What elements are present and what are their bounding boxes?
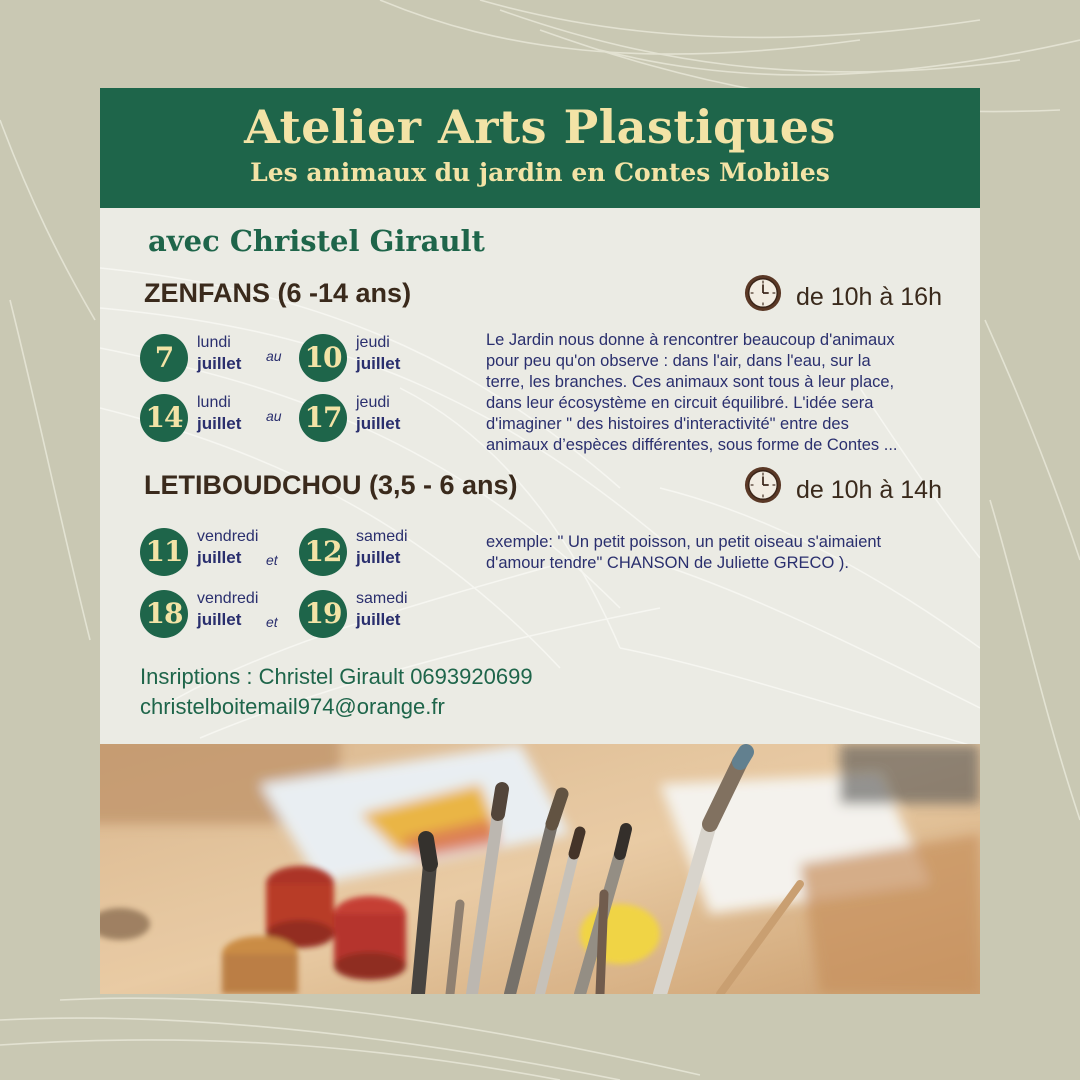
date-number: 11 [140, 528, 188, 576]
page-subtitle: Les animaux du jardin en Contes Mobiles [250, 158, 830, 187]
date-range-conjunction: et [266, 614, 278, 630]
description-line: animaux d’espèces différentes, sous forme de Contes ... [486, 436, 898, 454]
description-line: terre, les branches. Ces animaux sont tous à leur place, [486, 373, 895, 391]
zenfans-description [486, 330, 898, 456]
date-weekday: vendredi [197, 528, 259, 545]
registration-contact: Insriptions : Christel Girault 0693920699 [140, 664, 533, 689]
zenfans-time: de 10h à 16h [796, 283, 942, 311]
date-number: 14 [140, 394, 188, 442]
date-number: 17 [299, 394, 347, 442]
zenfans-title: ZENFANS (6 -14 ans) [144, 278, 412, 308]
date-number: 7 [140, 334, 188, 382]
description-line: dans leur écosystème en circuit équilibré. L'idée sera [486, 394, 874, 412]
date-month: juillet [197, 414, 242, 433]
date-weekday: lundi [197, 394, 231, 411]
date-weekday: jeudi [356, 334, 390, 351]
date-month: juillet [356, 354, 401, 373]
date-month: juillet [356, 548, 401, 567]
date-weekday: samedi [356, 528, 408, 545]
date-range-conjunction: au [266, 408, 282, 424]
letiboudchou-time: de 10h à 14h [796, 476, 942, 504]
date-month: juillet [197, 610, 242, 629]
date-month: juillet [356, 414, 401, 433]
date-number: 10 [299, 334, 347, 382]
contact-email[interactable]: christelboitemail974@orange.fr [140, 694, 445, 719]
date-weekday: lundi [197, 334, 231, 351]
date-number: 12 [299, 528, 347, 576]
description-line: exemple: " Un petit poisson, un petit oiseau s'aimaient [486, 533, 882, 551]
date-month: juillet [356, 610, 401, 629]
date-weekday: samedi [356, 590, 408, 607]
date-number: 18 [140, 590, 188, 638]
page-title: Atelier Arts Plastiques [244, 100, 836, 154]
clock-icon [744, 466, 782, 504]
letiboudchou-description [486, 532, 881, 574]
date-range-conjunction: au [266, 348, 282, 364]
flyer-card [100, 88, 980, 994]
description-line: Le Jardin nous donne à rencontrer beaucoup d'animaux [486, 331, 895, 349]
date-range-conjunction: et [266, 552, 278, 568]
description-line: d'amour tendre" CHANSON de Juliette GRECO ). [486, 554, 849, 572]
date-number: 19 [299, 590, 347, 638]
date-month: juillet [197, 548, 242, 567]
date-weekday: jeudi [356, 394, 390, 411]
title-banner [100, 88, 980, 208]
description-line: pour peu qu'on observe : dans l'air, dans l'eau, sur la [486, 352, 871, 370]
date-weekday: vendredi [197, 590, 259, 607]
letiboudchou-title: LETIBOUDCHOU (3,5 - 6 ans) [144, 470, 518, 500]
host-name: avec Christel Girault [148, 224, 485, 258]
description-line: d'imaginer " des histoires d'interactivité" entre des [486, 415, 849, 433]
paintbrushes-photo [100, 744, 980, 994]
date-month: juillet [197, 354, 242, 373]
clock-icon [744, 274, 782, 312]
